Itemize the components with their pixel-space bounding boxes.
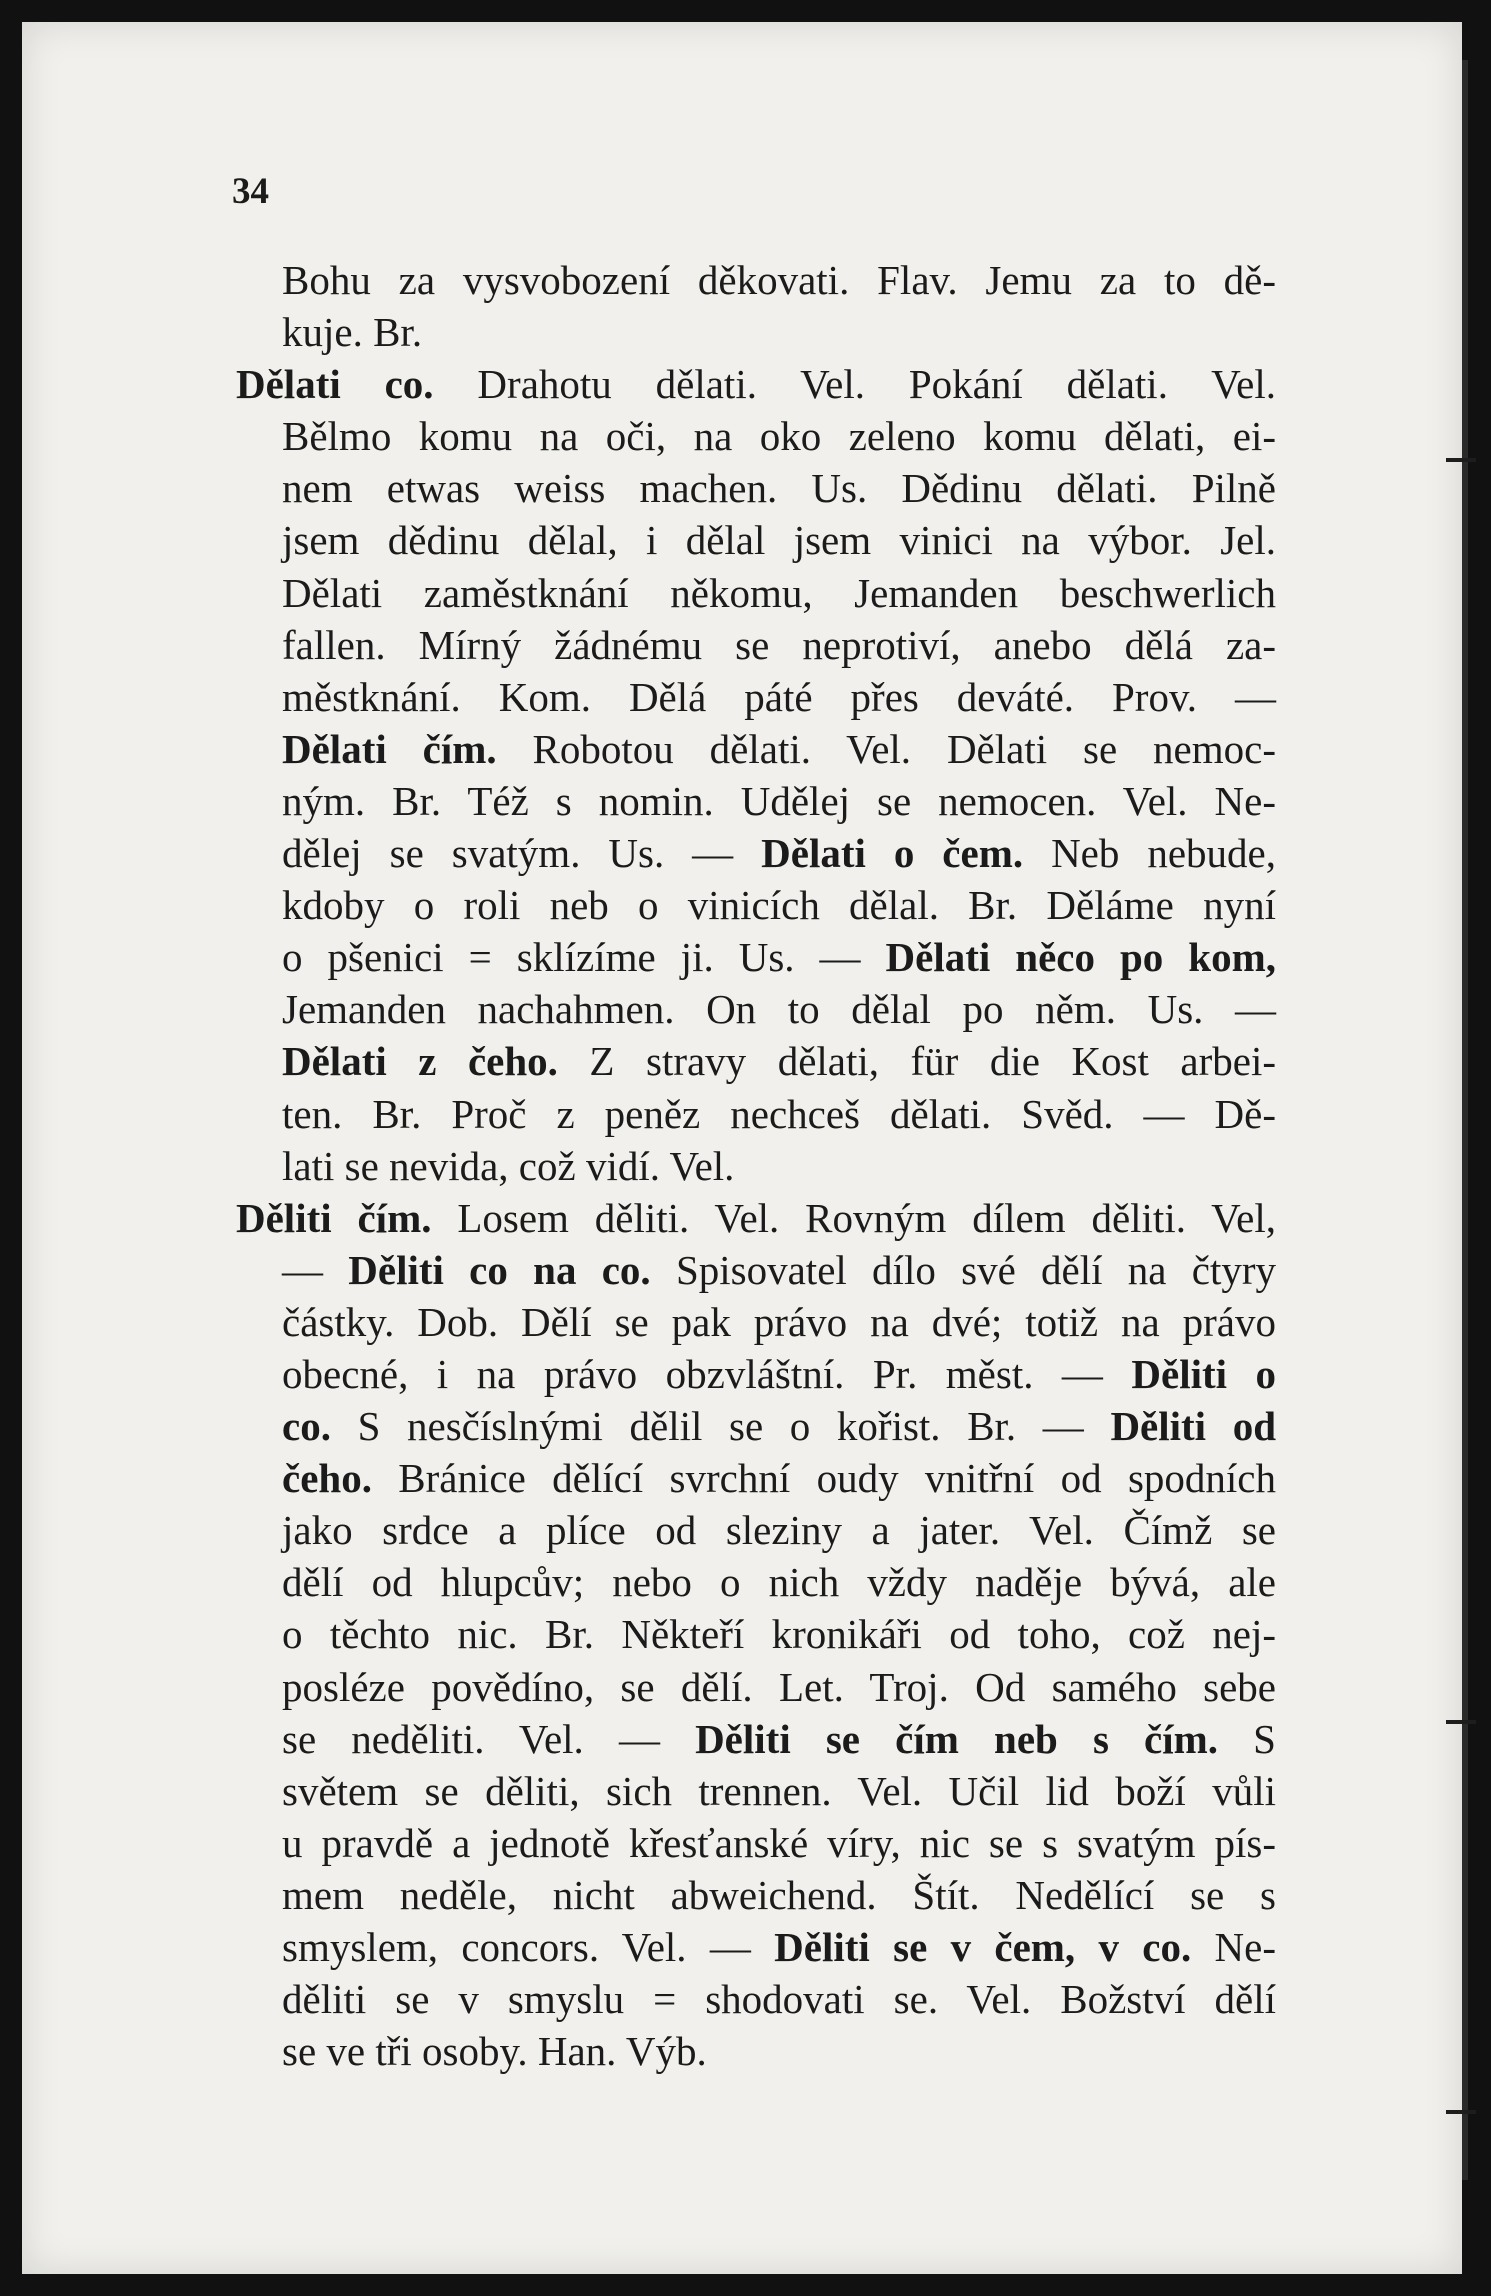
text-line: [236, 619, 1276, 671]
page-number: 34: [232, 171, 269, 212]
text-line: [236, 254, 1276, 306]
edge-mark: [1446, 458, 1476, 462]
book-page: [22, 22, 1462, 2274]
text-segment: —: [282, 1246, 349, 1293]
text-line: [236, 723, 1276, 775]
text-segment: městknání. Kom. Dělá páté přes deváté. Prov. —: [282, 673, 1276, 720]
text-line: [236, 1869, 1276, 1921]
entry-headword-line: [236, 358, 1276, 410]
edge-mark: [1446, 1720, 1476, 1724]
text-line: [236, 462, 1276, 514]
text-line: [236, 1921, 1276, 1973]
text-line: [236, 306, 1276, 358]
text-segment: kuje. Br.: [282, 309, 423, 356]
text-segment: Drahotu dělati. Vel. Pokání dělati. Vel.: [433, 361, 1276, 408]
text-segment: Neb nebude,: [1023, 830, 1276, 877]
text-segment: Jemanden nachahmen. On to dělal po něm. Us. —: [282, 986, 1276, 1033]
text-segment: kdoby o roli neb o vinicích dělal. Br. Děláme nyní: [282, 882, 1276, 929]
text-segment: Bělmo komu na oči, na oko zeleno komu dělati, ei-: [282, 413, 1276, 460]
headword: Děliti se čím neb s čím.: [695, 1715, 1219, 1762]
text-segment: Dělati zaměstknání někomu, Jemanden beschwerlich: [282, 569, 1276, 616]
text-segment: dělej se svatým. Us. —: [282, 830, 762, 877]
text-segment: se ve tři osoby. Han. Výb.: [282, 2028, 707, 2075]
text-segment: Spisovatel dílo své dělí na čtyry: [650, 1246, 1277, 1293]
text-line: [236, 931, 1276, 983]
text-line: [236, 1817, 1276, 1869]
text-line: [236, 879, 1276, 931]
text-segment: o těchto nic. Br. Někteří kronikáři od toho, což nej-: [282, 1611, 1276, 1658]
text-segment: nem etwas weiss machen. Us. Dědinu dělati. Pilně: [282, 465, 1276, 512]
text-segment: jsem dědinu dělal, i dělal jsem vinici na výbor. Jel.: [282, 517, 1276, 564]
headword: Dělati čím.: [282, 725, 497, 772]
text-segment: jako srdce a plíce od sleziny a jater. Vel. Čímž se: [282, 1507, 1276, 1554]
headword: Děliti o: [1131, 1350, 1277, 1397]
headword: Děliti čím.: [236, 1194, 432, 1241]
text-segment: děliti se v smyslu = shodovati se. Vel. Božství dělí: [282, 1976, 1276, 2023]
text-segment: Ne-: [1191, 1924, 1276, 1970]
text-segment: u pravdě a jednotě křesťanské víry, nic se s svatým pís-: [282, 1819, 1276, 1866]
text-line: [236, 1608, 1276, 1660]
text-line: [236, 1765, 1276, 1817]
text-segment: lati se nevida, což vidí. Vel.: [282, 1142, 735, 1189]
text-segment: dělí od hlupcův; nebo o nich vždy naděje bývá, ale: [282, 1559, 1276, 1606]
text-segment: Z stravy dělati, für die Kost arbei-: [557, 1038, 1277, 1085]
text-segment: posléze povědíno, se dělí. Let. Troj. Od samého sebe: [282, 1663, 1276, 1710]
text-segment: obecné, i na právo obzvláštní. Pr. měst. —: [282, 1350, 1132, 1397]
text-segment: ten. Br. Proč z peněz nechceš dělati. Svěd. — Dě-: [282, 1090, 1276, 1137]
text-segment: ným. Br. Též s nomin. Udělej se nemocen. Vel. Ne-: [282, 777, 1276, 824]
entry-headword-line: [236, 1192, 1276, 1244]
headword: Dělati co.: [236, 361, 434, 408]
text-line: [236, 983, 1276, 1035]
text-line: [236, 1088, 1276, 1140]
text-line: [236, 1400, 1276, 1452]
text-line: [236, 1452, 1276, 1504]
text-line: [236, 671, 1276, 723]
text-segment: Bohu za vysvobození děkovati. Flav. Jemu za to dě-: [282, 257, 1276, 303]
text-line: [236, 1504, 1276, 1556]
text-line: [236, 1713, 1276, 1765]
text-line: [236, 1035, 1276, 1087]
text-segment: světem se děliti, sich trennen. Vel. Učil lid boží vůli: [282, 1767, 1276, 1814]
headword: Děliti se v čem, v co.: [774, 1924, 1192, 1970]
edge-mark: [1446, 2110, 1476, 2114]
text-segment: mem neděle, nicht abweichend. Štít. Nedělící se s: [282, 1871, 1276, 1918]
text-line: [236, 567, 1276, 619]
headword: čeho.: [282, 1455, 372, 1502]
text-line: [236, 2025, 1276, 2077]
text-line: [236, 1296, 1276, 1348]
headword: Děliti co na co.: [348, 1246, 651, 1293]
text-line: [236, 1244, 1276, 1296]
text-segment: částky. Dob. Dělí se pak právo na dvé; totiž na právo: [282, 1298, 1276, 1345]
text-segment: se neděliti. Vel. —: [282, 1715, 696, 1762]
text-segment: o pšenici = sklízíme ji. Us. —: [282, 934, 886, 981]
text-segment: Robotou dělati. Vel. Dělati se nemoc-: [496, 725, 1277, 772]
text-line: [236, 410, 1276, 462]
text-line: [236, 514, 1276, 566]
text-segment: S nesčíslnými dělil se o kořist. Br. —: [330, 1403, 1111, 1450]
headword: Děliti od: [1110, 1403, 1277, 1450]
headword: Dělati něco po kom,: [885, 934, 1276, 981]
text-segment: S: [1218, 1715, 1276, 1762]
text-line: [236, 1348, 1276, 1400]
text-segment: Losem děliti. Vel. Rovným dílem děliti. Vel,: [431, 1194, 1276, 1241]
text-segment: Bránice dělící svrchní oudy vnitřní od spodních: [371, 1455, 1276, 1502]
headword: Dělati z čeho.: [282, 1038, 558, 1085]
text-line: [236, 1973, 1276, 2025]
text-segment: smyslem, concors. Vel. —: [282, 1924, 775, 1970]
text-line: [236, 1661, 1276, 1713]
headword: co.: [282, 1403, 331, 1450]
text-segment: fallen. Mírný žádnému se neprotiví, anebo dělá za-: [282, 621, 1276, 668]
dictionary-text-block: [236, 254, 1276, 2077]
headword: Dělati o čem.: [761, 830, 1024, 877]
text-line: [236, 827, 1276, 879]
binding-edge: [1462, 60, 1468, 2180]
text-line: [236, 775, 1276, 827]
text-line: [236, 1140, 1276, 1192]
text-line: [236, 1556, 1276, 1608]
